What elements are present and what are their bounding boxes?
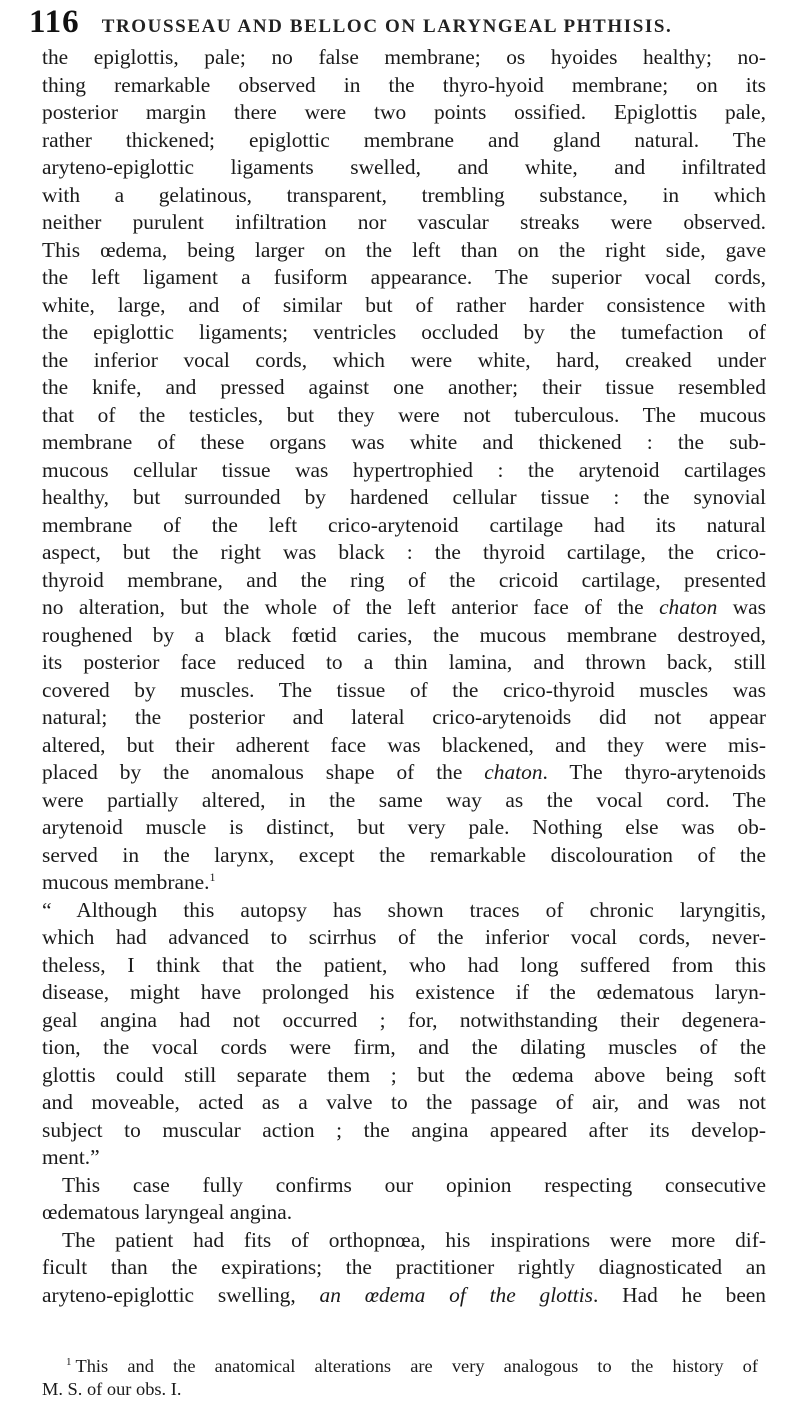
footnote-reference: 1 — [209, 869, 216, 884]
line-segment: aryteno-epiglottic swelling, — [42, 1282, 320, 1307]
text-line: membrane of these organs was white and thickened : the sub- — [42, 430, 766, 454]
text-line: membrane of the left crico-arytenoid cartilage had its natural — [42, 512, 766, 537]
text-line — [42, 869, 766, 897]
text-line: white, large, and of similar but of rather harder consistence with — [42, 292, 766, 317]
text-line: aspect, but the right was black : the thyroid cartilage, the crico- — [42, 540, 766, 564]
text-line: with a gelatinous, transparent, trembling substance, in which — [42, 182, 766, 207]
italic-term-chaton: chaton — [659, 595, 718, 619]
text-line: disease, might have prolonged his existence if the œdematous laryn- — [42, 980, 766, 1004]
text-line: roughened by a black fœtid caries, the mucous membrane destroyed, — [42, 622, 766, 647]
text-line: that of the testicles, but they were not tuberculous. The mucous — [42, 402, 766, 427]
text-line: the epiglottis, pale; no false membrane; os hyoides healthy; no- — [42, 45, 766, 69]
text-line: the inferior vocal cords, which were white, hard, creaked under — [42, 347, 766, 372]
line-segment: . Had he been — [593, 1282, 766, 1307]
line-segment: was — [717, 595, 766, 619]
line-segment: . The thyro-arytenoids — [542, 760, 767, 784]
text-line — [42, 594, 766, 622]
text-line: The patient had fits of orthopnœa, his inspirations were more dif- — [62, 1227, 766, 1252]
text-line: This case fully confirms our opinion respecting consecutive — [62, 1172, 766, 1197]
body-text — [42, 44, 766, 1309]
text-line: and moveable, acted as a valve to the passage of air, and was not — [42, 1090, 766, 1114]
footnote — [42, 1355, 758, 1401]
text-line: altered, but their adherent face was blackened, and they were mis- — [42, 732, 766, 757]
text-line: geal angina had not occurred ; for, notwithstanding their degenera- — [42, 1007, 766, 1032]
text-line: the knife, and pressed against one another; their tissue resembled — [42, 375, 766, 399]
text-line: theless, I think that the patient, who had long suffered from this — [42, 952, 766, 977]
text-line: served in the larynx, except the remarkable discolouration of the — [42, 842, 766, 867]
text-line: This œdema, being larger on the left than on the right side, gave — [42, 237, 766, 262]
text-line: thyroid membrane, and the ring of the cricoid cartilage, presented — [42, 567, 766, 592]
running-title: TROUSSEAU AND BELLOC ON LARYNGEAL PHTHISIS. — [101, 16, 673, 37]
text-line: covered by muscles. The tissue of the crico-thyroid muscles was — [42, 677, 766, 702]
text-line: ment.” — [42, 1145, 100, 1169]
text-line: the left ligament a fusiform appearance. The superior vocal cords, — [42, 265, 766, 289]
text-line: which had advanced to scirrhus of the inferior vocal cords, never- — [42, 925, 766, 949]
text-line: rather thickened; epiglottic membrane and gland natural. The — [42, 127, 766, 152]
text-line: œdematous laryngeal angina. — [42, 1200, 293, 1224]
text-line: ficult than the expirations; the practitioner rightly diagnosticated an — [42, 1255, 766, 1279]
text-line: the epiglottic ligaments; ventricles occluded by the tumefaction of — [42, 320, 766, 344]
footnote-line — [42, 1355, 758, 1378]
text-line: mucous cellular tissue was hypertrophied : the arytenoid cartilages — [42, 457, 766, 482]
page-number: 116 — [29, 4, 80, 40]
italic-phrase: an œdema of the glottis — [319, 1282, 594, 1307]
line-segment: no alteration, but the whole of the left anterior face of the — [42, 595, 660, 619]
text-line — [42, 1282, 766, 1310]
footnote-mark: 1 — [66, 1355, 72, 1368]
text-line: natural; the posterior and lateral crico-arytenoids did not appear — [42, 705, 766, 729]
line-segment: placed by the anomalous shape of the — [42, 760, 485, 784]
text-line — [42, 759, 766, 787]
footnote-text: This and the anatomical alterations are very analogous to the history of — [75, 1356, 758, 1376]
text-line: glottis could still separate them ; but the œdema above being soft — [42, 1062, 766, 1087]
line-segment: mucous membrane. — [42, 870, 210, 894]
text-line: tion, the vocal cords were firm, and the dilating muscles of the — [42, 1035, 766, 1059]
text-line: thing remarkable observed in the thyro-hyoid membrane; on its — [42, 72, 766, 97]
italic-term-chaton: chaton — [484, 760, 543, 784]
footnote-line: M. S. of our obs. I. — [42, 1379, 182, 1399]
text-line: its posterior face reduced to a thin lamina, and thrown back, still — [42, 650, 766, 674]
text-line: neither purulent infiltration nor vascular streaks were observed. — [42, 210, 766, 234]
text-line: arytenoid muscle is distinct, but very pale. Nothing else was ob- — [42, 815, 766, 839]
text-line: aryteno-epiglottic ligaments swelled, and white, and infiltrated — [42, 155, 766, 179]
running-head — [29, 4, 759, 44]
text-line: subject to muscular action ; the angina appeared after its develop- — [42, 1117, 766, 1142]
text-line: were partially altered, in the same way as the vocal cord. The — [42, 787, 766, 812]
text-line: posterior margin there were two points ossified. Epiglottis pale, — [42, 100, 766, 124]
text-line: “ Although this autopsy has shown traces of chronic laryngitis, — [42, 897, 766, 922]
text-line: healthy, but surrounded by hardened cellular tissue : the synovial — [42, 485, 766, 509]
